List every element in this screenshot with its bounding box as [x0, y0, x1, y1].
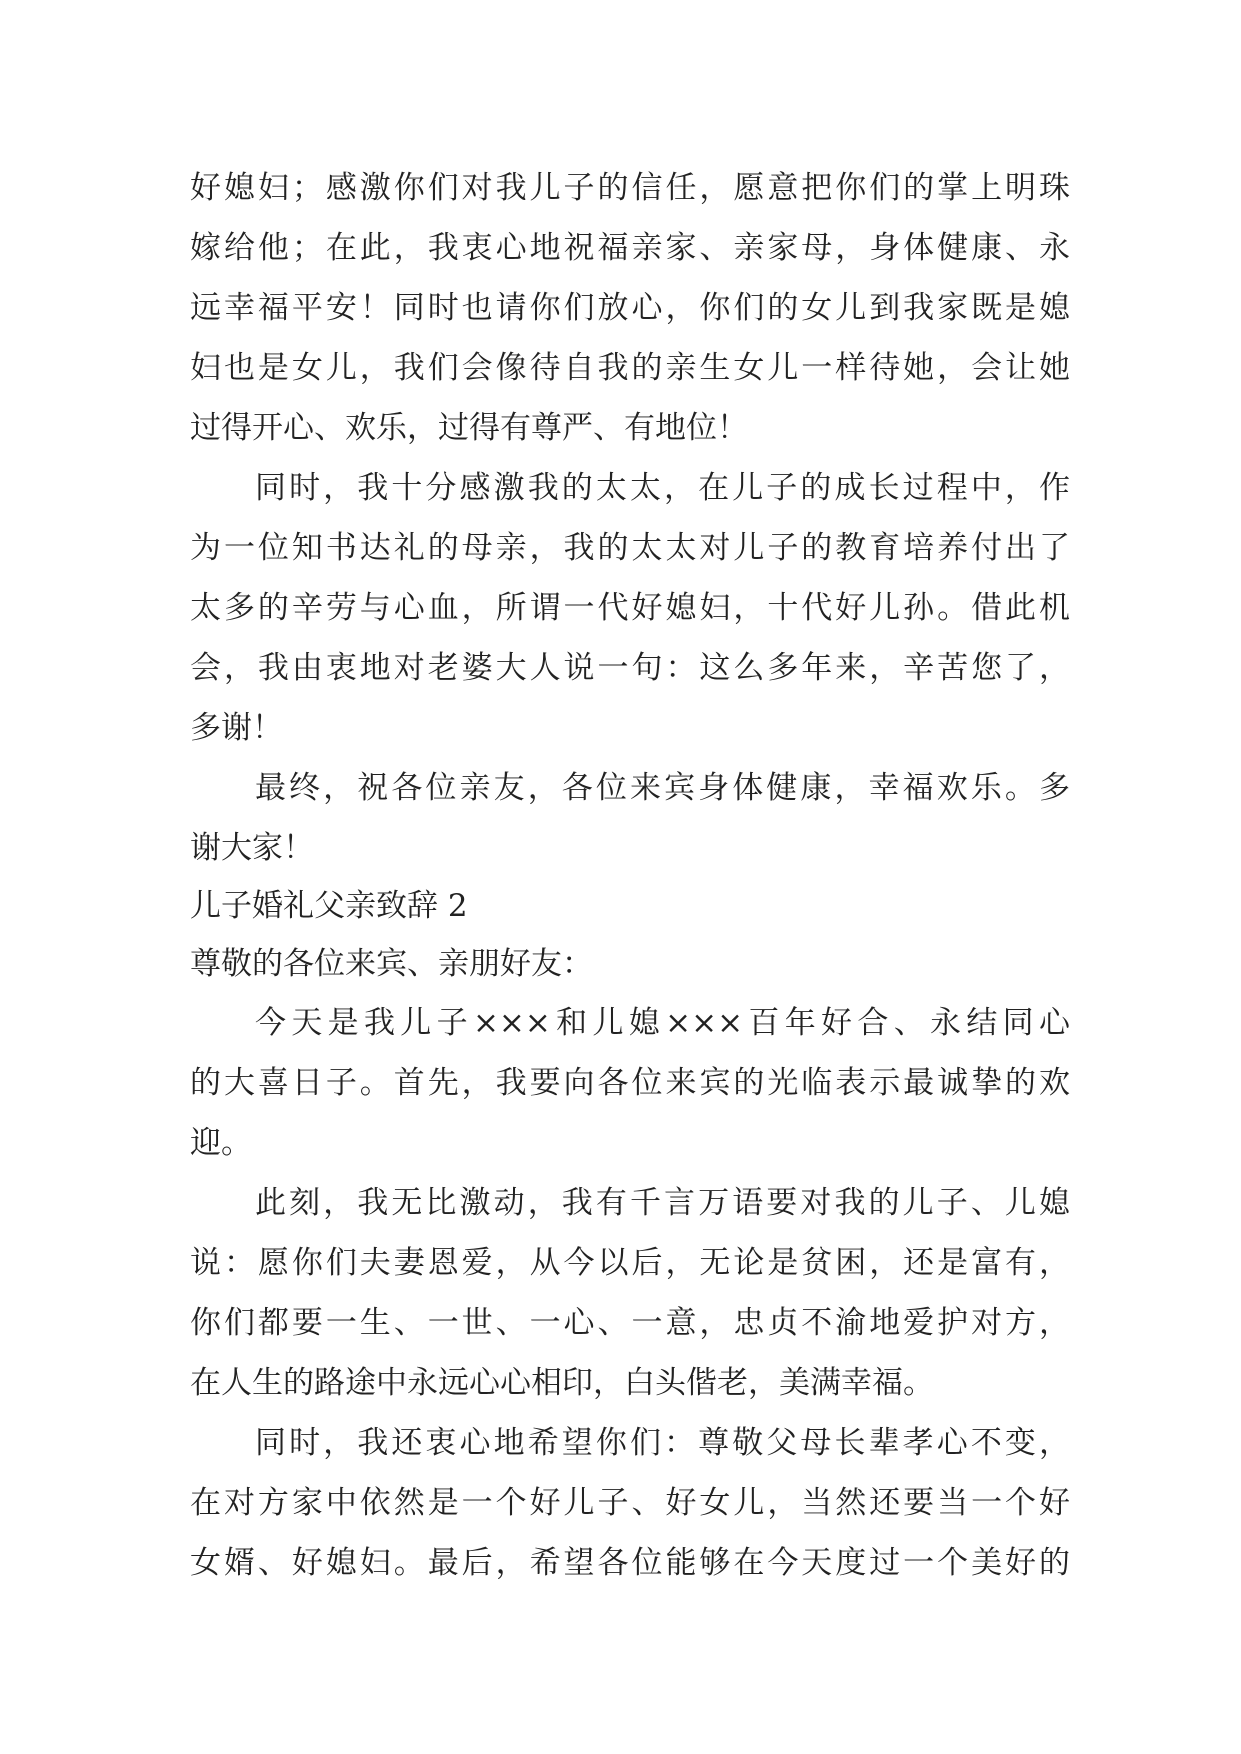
text-line: 会，我由衷地对老婆大人说一句：这么多年来，辛苦您了，	[190, 650, 1070, 686]
text-line: 妇也是女儿，我们会像待自我的亲生女儿一样待她，会让她	[190, 350, 1070, 386]
section-title: 儿子婚礼父亲致辞 2	[190, 888, 468, 924]
paragraph-first-line: 此刻，我无比激动，我有千言万语要对我的儿子、儿媳	[255, 1185, 1070, 1221]
text-line: 太多的辛劳与心血，所谓一代好媳妇，十代好儿孙。借此机	[190, 590, 1070, 626]
text-line: 说：愿你们夫妻恩爱，从今以后，无论是贫困，还是富有，	[190, 1245, 1070, 1281]
paragraph-first-line: 同时，我十分感激我的太太，在儿子的成长过程中，作	[255, 470, 1070, 506]
text-line: 迎。	[190, 1125, 252, 1161]
paragraph-first-line: 最终，祝各位亲友，各位来宾身体健康，幸福欢乐。多	[255, 770, 1070, 806]
text-line: 远幸福平安！同时也请你们放心，你们的女儿到我家既是媳	[190, 290, 1070, 326]
paragraph-first-line: 同时，我还衷心地希望你们：尊敬父母长辈孝心不变，	[255, 1425, 1070, 1461]
salutation: 尊敬的各位来宾、亲朋好友：	[190, 946, 593, 982]
text-line: 为一位知书达礼的母亲，我的太太对儿子的教育培养付出了	[190, 530, 1070, 566]
text-line: 谢大家！	[190, 830, 314, 866]
text-line: 好媳妇；感激你们对我儿子的信任，愿意把你们的掌上明珠	[190, 170, 1070, 206]
text-line: 多谢！	[190, 710, 283, 746]
text-line: 过得开心、欢乐，过得有尊严、有地位！	[190, 410, 748, 446]
text-line: 在对方家中依然是一个好儿子、好女儿，当然还要当一个好	[190, 1485, 1070, 1521]
text-line: 在人生的路途中永远心心相印，白头偕老，美满幸福。	[190, 1365, 934, 1401]
text-line: 你们都要一生、一世、一心、一意，忠贞不渝地爱护对方，	[190, 1305, 1070, 1341]
text-line: 嫁给他；在此，我衷心地祝福亲家、亲家母，身体健康、永	[190, 230, 1070, 266]
text-line: 女婿、好媳妇。最后，希望各位能够在今天度过一个美好的	[190, 1545, 1070, 1581]
paragraph-first-line: 今天是我儿子×××和儿媳×××百年好合、永结同心	[255, 1005, 1070, 1041]
text-line: 的大喜日子。首先，我要向各位来宾的光临表示最诚挚的欢	[190, 1065, 1070, 1101]
